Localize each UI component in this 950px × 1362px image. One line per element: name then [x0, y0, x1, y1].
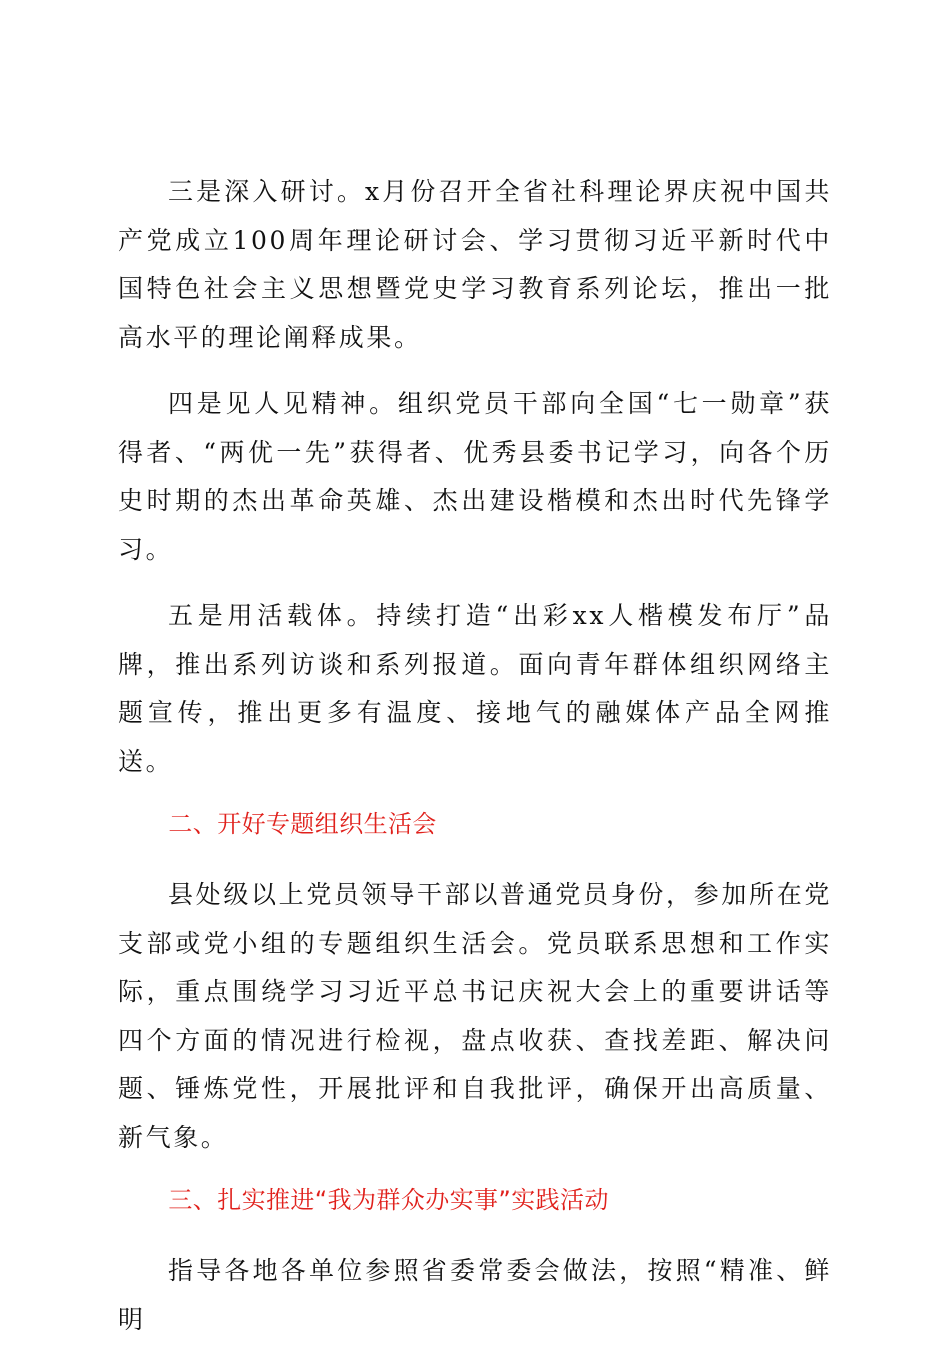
paragraph-role-models: 四是见人见精神。组织党员干部向全国“七一勋章”获得者、“两优一先”获得者、优秀县委书记学习，向各个历史时期的杰出革命英雄、杰出建设楷模和杰出时代先锋学习。 [118, 389, 832, 564]
paragraph-carriers: 五是用活载体。持续打造“出彩xx人楷模发布厅”品牌，推出系列访谈和系列报道。面向青年群体组织网络主题宣传，推出更多有温度、接地气的融媒体产品全网推送。 [118, 601, 832, 776]
document-body [118, 168, 832, 1362]
section-heading-practical-activities: 三、扎实推进“我为群众办实事”实践活动 [168, 1186, 609, 1214]
paragraph-deep-discussion: 三是深入研讨。x月份召开全省社科理论界庆祝中国共产党成立100周年理论研讨会、学习贯彻习近平新时代中国特色社会主义思想暨党史学习教育系列论坛，推出一批高水平的理论阐释成果。 [118, 177, 832, 352]
paragraph-practical-activities: 指导各地各单位参照省委常委会做法，按照“精准、鲜明 [118, 1256, 832, 1334]
section-heading-org-life-meeting: 二、开好专题组织生活会 [168, 810, 437, 838]
paragraph-org-life-meeting: 县处级以上党员领导干部以普通党员身份，参加所在党支部或党小组的专题组织生活会。党员联系思想和工作实际，重点围绕学习习近平总书记庆祝大会上的重要讲话等四个方面的情况进行检视，盘点收获、查找差距、解决问题、锤炼党性，开展批评和自我批评，确保开出高质量、新气象。 [118, 880, 832, 1152]
